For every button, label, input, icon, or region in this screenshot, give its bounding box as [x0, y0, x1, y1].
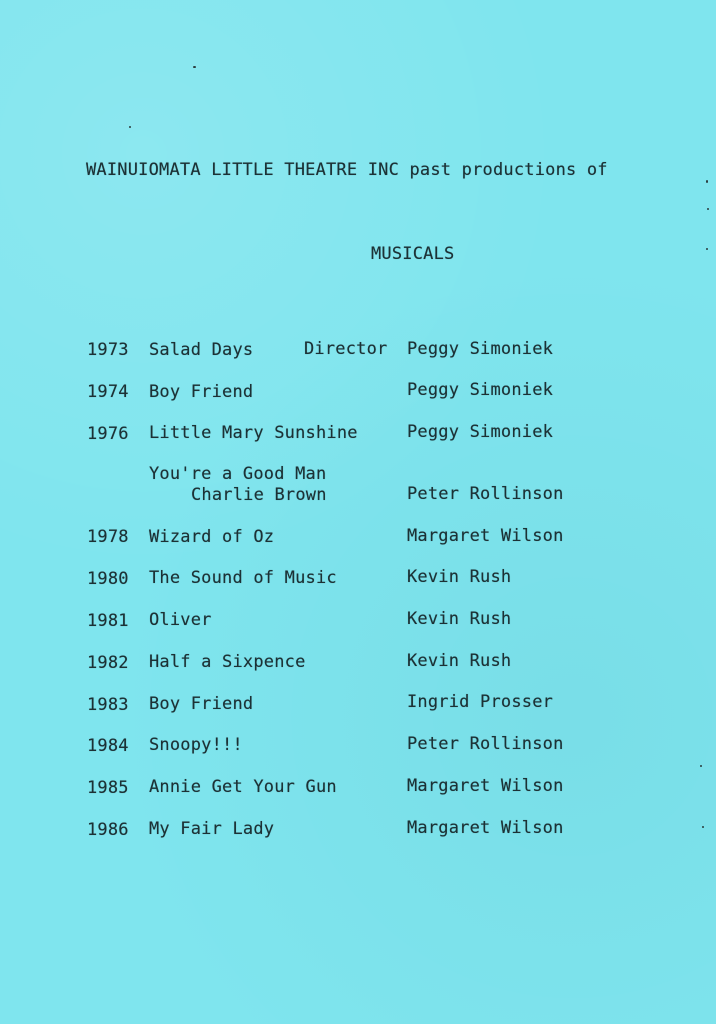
production-director: Kevin Rush	[407, 609, 512, 629]
production-title: Salad Days	[149, 340, 254, 360]
paper-speck	[707, 208, 709, 210]
production-director: Peter Rollinson	[407, 484, 564, 504]
production-director: Margaret Wilson	[407, 818, 564, 838]
production-title: Annie Get Your Gun	[149, 777, 337, 797]
production-director: Ingrid Prosser	[407, 692, 554, 712]
paper-speck	[700, 765, 702, 767]
production-title: You're a Good Man	[149, 464, 327, 484]
production-title: Half a Sixpence	[149, 652, 306, 672]
production-year: 1985	[87, 778, 129, 798]
production-director: Kevin Rush	[407, 567, 512, 587]
paper-speck	[193, 66, 196, 68]
production-director: Peggy Simoniek	[407, 380, 554, 400]
section-title: MUSICALS	[371, 244, 455, 264]
production-title: Boy Friend	[149, 694, 254, 714]
production-title: Oliver	[149, 610, 212, 630]
production-title: Boy Friend	[149, 382, 254, 402]
production-year: 1982	[87, 653, 129, 673]
production-year: 1984	[87, 736, 129, 756]
production-year: 1973	[87, 340, 129, 360]
production-title: Snoopy!!!	[149, 735, 243, 755]
production-year: 1976	[87, 424, 129, 444]
production-year: 1980	[87, 569, 129, 589]
production-year: 1983	[87, 695, 129, 715]
production-year: 1974	[87, 382, 129, 402]
production-title: My Fair Lady	[149, 819, 275, 839]
production-director: Margaret Wilson	[407, 526, 564, 546]
director-label: Director	[304, 339, 388, 359]
production-director: Kevin Rush	[407, 651, 512, 671]
production-title: Little Mary Sunshine	[149, 423, 358, 443]
production-title: The Sound of Music	[149, 568, 337, 588]
production-director: Margaret Wilson	[407, 776, 564, 796]
production-director: Peter Rollinson	[407, 734, 564, 754]
production-director: Peggy Simoniek	[407, 339, 554, 359]
paper-speck	[706, 248, 708, 250]
production-year: 1978	[87, 527, 129, 547]
production-year: 1986	[87, 820, 129, 840]
production-director: Peggy Simoniek	[407, 422, 554, 442]
document-heading: WAINUIOMATA LITTLE THEATRE INC past productions of	[86, 160, 608, 180]
production-title-continued: Charlie Brown	[191, 485, 327, 505]
paper-speck	[702, 826, 704, 828]
production-title: Wizard of Oz	[149, 527, 275, 547]
production-year: 1981	[87, 611, 129, 631]
paper-speck	[129, 126, 131, 128]
paper-speck	[706, 180, 708, 183]
